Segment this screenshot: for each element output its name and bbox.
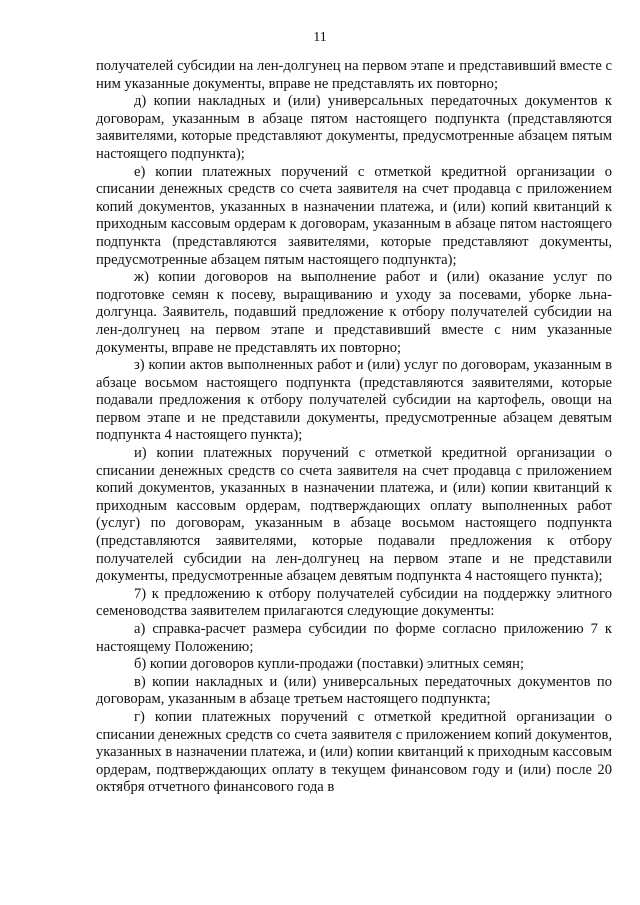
paragraph: и) копии платежных поручений с отметкой кредитной организации о списании денежных средств со счета заявителя на счет продавца с приложением копий документов, указанных в назначении платежа, и (или) копии квитанций к приходным кассовым ордерам, подтверждающих оплату выполненных работ (услуг) по договорам, указанным в абзаце восьмом настоящего подпункта (представляются заявителями, которые подавали предложения к отбору получателей субсидии на лен-долгунец на первом этапе и не представили документы, предусмотренные абзацем девятым подпункта 4 настоящего пункта);	[96, 445, 612, 585]
paragraph: е) копии платежных поручений с отметкой кредитной организации о списании денежных средств со счета заявителя на счет продавца с приложением копий документов, указанных в назначении платежа, и (или) копий квитанций к приходным кассовым ордерам к договорам, указанным в абзаце пятом настоящего подпункта (представляются заявителями, которые представляют документы, предусмотренные абзацем пятым настоящего подпункта);	[96, 163, 612, 268]
paragraph: г) копии платежных поручений с отметкой кредитной организации о списании денежных средств со счета заявителя с приложением копий документов, указанных в назначении платежа, и (или) копии квитанций к приходным кассовым ордерам, подтверждающих оплату в текущем финансовом году и (или) после 20 октября отчетного финансового года в	[96, 708, 612, 796]
paragraph: а) справка-расчет размера субсидии по форме согласно приложению 7 к настоящему Положению;	[96, 621, 612, 655]
paragraph: в) копии накладных и (или) универсальных передаточных документов по договорам, указанным в абзаце третьем настоящего подпункта;	[96, 673, 612, 708]
page-number: 11	[313, 30, 327, 45]
document-body	[96, 58, 612, 797]
paragraph: 7) к предложению к отбору получателей субсидии на поддержку элитного семеноводства заявителем прилагаются следующие документы:	[96, 585, 612, 620]
paragraph: получателей субсидии на лен-долгунец на первом этапе и представивший вместе с ним указанные документы, вправе не представлять их повторно;	[96, 58, 612, 92]
paragraph: д) копии накладных и (или) универсальных передаточных документов к договорам, указанным в абзаце пятом настоящего подпункта (представляются заявителями, которые представляют документы, предусмотренные абзацем пятым настоящего подпункта);	[96, 93, 612, 162]
paragraph: з) копии актов выполненных работ и (или) услуг по договорам, указанным в абзаце восьмом настоящего подпункта (представляются заявителями, которые подавали предложения к отбору получателей субсидии на картофель, овощи на первом этапе и не представили документы, предусмотренные абзацем девятым подпункта 4 настоящего пункта);	[96, 357, 612, 444]
paragraph: б) копии договоров купли-продажи (поставки) элитных семян;	[134, 656, 525, 673]
paragraph: ж) копии договоров на выполнение работ и (или) оказание услуг по подготовке семян к посеву, выращиванию и уходу за посевами, уборке льна-долгунца. Заявитель, подавший предложение к отбору получателей субсидии на лен-долгунец на первом этапе и представивший вместе с ним указанные документы, вправе не представлять их повторно;	[96, 269, 612, 356]
